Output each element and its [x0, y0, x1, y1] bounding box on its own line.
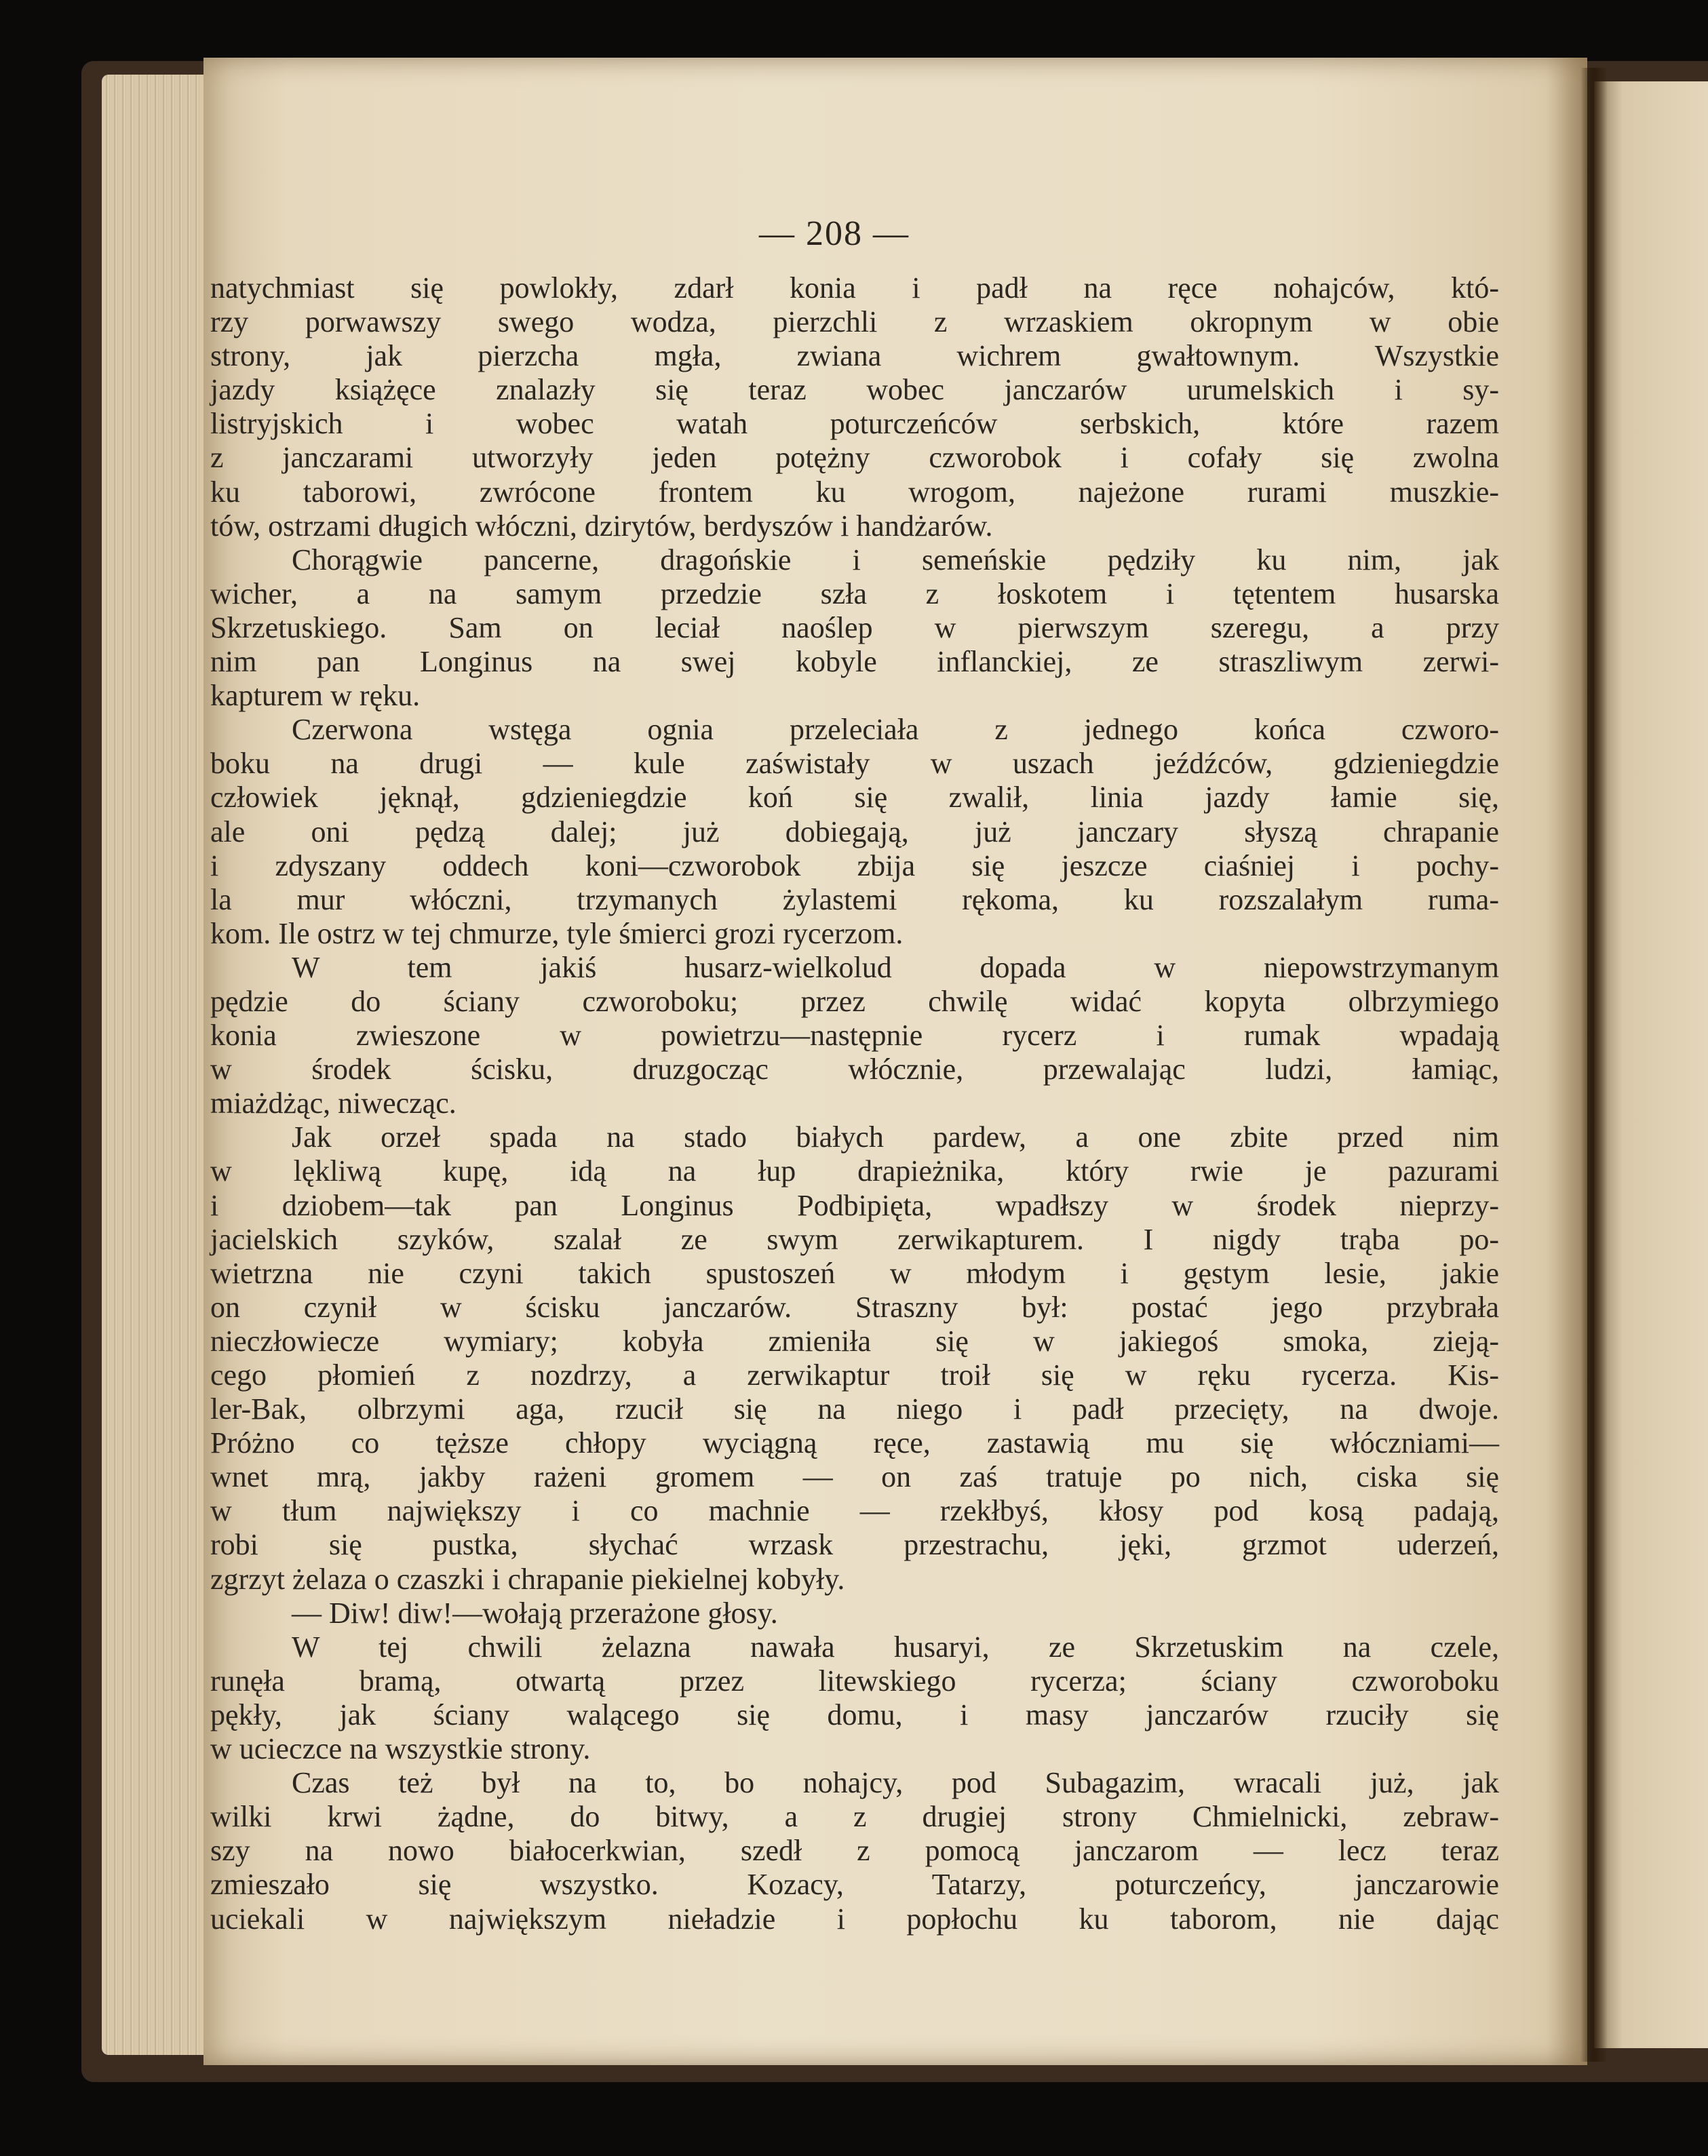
text-line: w środek ścisku, druzgocząc włócznie, przewalając ludzi, łamiąc, [210, 1053, 1499, 1086]
text-line: Czerwona wstęga ognia przeleciała z jednego końca czworo- [292, 713, 1499, 747]
text-line: ler-Bak, olbrzymi aga, rzucił się na niego i padł przecięty, na dwoje. [210, 1392, 1499, 1426]
text-line: Czas też był na to, bo nohajcy, pod Subagazim, wracali już, jak [292, 1766, 1499, 1800]
text-line: zgrzyt żelaza o czaszki i chrapanie piekielnej kobyły. [210, 1562, 845, 1596]
text-line: ale oni pędzą dalej; już dobiegają, już janczary słyszą chrapanie [210, 815, 1499, 848]
text-line: Chorągwie pancerne, dragońskie i semeńskie pędziły ku nim, jak [292, 543, 1499, 576]
text-line: i dziobem—tak pan Longinus Podbipięta, wpadłszy w środek nieprzy- [210, 1188, 1499, 1222]
text-line: nim pan Longinus na swej kobyle inflanckiej, ze straszliwym zerwi- [210, 645, 1499, 679]
text-line: jazdy książęce znalazły się teraz wobec janczarów urumelskich i sy- [210, 373, 1499, 407]
text-line: W tej chwili żelazna nawała husaryi, ze Skrzetuskim na czele, [292, 1630, 1499, 1664]
facing-page-edge [1594, 81, 1708, 2048]
text-line: Skrzetuskiego. Sam on leciał naoślep w pierwszym szeregu, a przy [210, 610, 1499, 644]
text-line: boku na drugi — kule zaświstały w uszach jeźdźców, gdzieniegdzie [210, 747, 1499, 781]
page-text-body [210, 271, 1499, 1936]
text-line: W tem jakiś husarz-wielkolud dopada w niepowstrzymanym [292, 950, 1499, 984]
text-line: runęła bramą, otwartą przez litewskiego rycerza; ściany czworoboku [210, 1664, 1499, 1698]
text-line: jacielskich szyków, szalał ze swym zerwikapturem. I nigdy trąba po- [210, 1222, 1499, 1256]
text-line: z janczarami utworzyły jeden potężny czworobok i cofały się zwolna [210, 441, 1499, 475]
text-line: strony, jak pierzcha mgła, zwiana wichrem gwałtownym. Wszystkie [210, 339, 1499, 373]
text-line: konia zwieszone w powietrzu—następnie rycerz i rumak wpadają [210, 1019, 1499, 1053]
text-line: ku taborowi, zwrócone frontem ku wrogom, najeżone rurami muszkie- [210, 475, 1499, 509]
text-line: uciekali w największym nieładzie i popłochu ku taborom, nie dając [210, 1902, 1499, 1936]
text-line: — Diw! diw!—wołają przerażone głosy. [292, 1596, 778, 1630]
text-line: listryjskich i wobec watah poturczeńców serbskich, które razem [210, 407, 1499, 441]
text-line: Próżno co tęższe chłopy wyciągną ręce, zastawią mu się włóczniami— [210, 1426, 1499, 1460]
text-line: zmieszało się wszystko. Kozacy, Tatarzy, poturczeńcy, janczarowie [210, 1868, 1499, 1902]
text-line: cego płomień z nozdrzy, a zerwikaptur troił się w ręku rycerza. Kis- [210, 1358, 1499, 1392]
book-gutter [1580, 68, 1608, 2062]
text-line: rzy porwawszy swego wodza, pierzchli z wrzaskiem okropnym w obie [210, 305, 1499, 339]
text-line: nieczłowiecze wymiary; kobyła zmieniła się w jakiegoś smoka, zieją- [210, 1324, 1499, 1358]
text-line: w ucieczce na wszystkie strony. [210, 1732, 591, 1766]
text-line: i zdyszany oddech koni—czworobok zbija się jeszcze ciaśniej i pochy- [210, 848, 1499, 882]
text-line: on czynił w ścisku janczarów. Straszny był: postać jego przybrała [210, 1290, 1499, 1324]
text-line: kapturem w ręku. [210, 679, 421, 713]
text-line: człowiek jęknął, gdzieniegdzie koń się zwalił, linia jazdy łamie się, [210, 781, 1499, 815]
page-number: — 208 — [759, 214, 910, 253]
text-line: Jak orzeł spada na stado białych pardew, a one zbite przed nim [292, 1120, 1499, 1154]
text-line: wicher, a na samym przedzie szła z łoskotem i tętentem husarska [210, 576, 1499, 610]
text-line: natychmiast się powlokły, zdarł konia i padł na ręce nohajców, któ- [210, 271, 1499, 305]
text-line: wnet mrą, jakby rażeni gromem — on zaś tratuje po nich, ciska się [210, 1460, 1499, 1494]
text-line: miażdżąc, niwecząc. [210, 1086, 457, 1120]
text-line: wilki krwi żądne, do bitwy, a z drugiej strony Chmielnicki, zebraw- [210, 1800, 1499, 1834]
text-line: la mur włóczni, trzymanych żylastemi rękoma, ku rozszalałym ruma- [210, 882, 1499, 916]
text-line: tów, ostrzami długich włóczni, dzirytów, berdyszów i handżarów. [210, 509, 993, 543]
text-line: w lękliwą kupę, idą na łup drapieżnika, który rwie je pazurami [210, 1154, 1499, 1188]
text-line: szy na nowo białocerkwian, szedł z pomocą janczarom — lecz teraz [210, 1834, 1499, 1868]
text-line: w tłum największy i co machnie — rzekłbyś, kłosy pod kosą padają, [210, 1494, 1499, 1528]
text-line: robi się pustka, słychać wrzask przestrachu, jęki, grzmot uderzeń, [210, 1528, 1499, 1562]
text-line: wietrzna nie czyni takich spustoszeń w młodym i gęstym lesie, jakie [210, 1256, 1499, 1290]
text-line: kom. Ile ostrz w tej chmurze, tyle śmierci grozi rycerzom. [210, 916, 904, 950]
text-line: pękły, jak ściany walącego się domu, i masy janczarów rzuciły się [210, 1698, 1499, 1731]
text-line: pędzie do ściany czworoboku; przez chwilę widać kopyta olbrzymiego [210, 984, 1499, 1018]
